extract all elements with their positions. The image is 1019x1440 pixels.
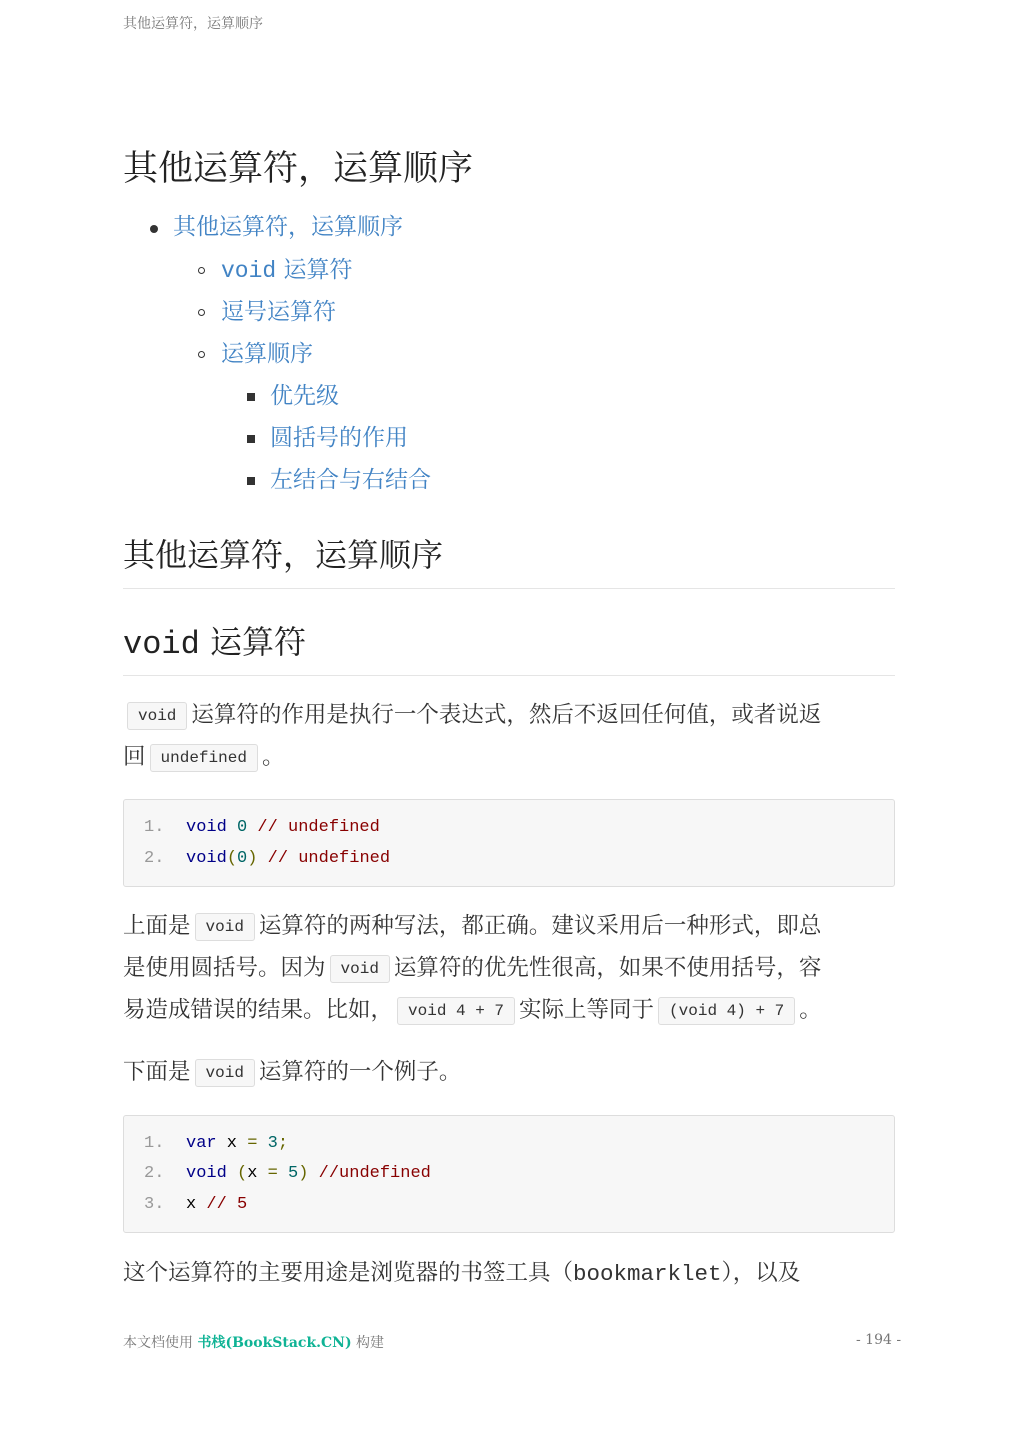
bullet-square-icon <box>247 435 255 443</box>
code-line: 1. var x = 3; <box>144 1134 289 1153</box>
void-heading-code: void <box>123 626 200 663</box>
section-heading: 其他运算符，运算顺序 <box>123 536 444 574</box>
inline-code: void <box>195 1059 255 1087</box>
toc-link-void-text: 运算符 <box>276 257 353 283</box>
toc-link-void-code: void <box>221 258 277 284</box>
paragraph-text: 运算符的作用是执行一个表达式，然后不返回任何值，或者说返 <box>191 702 822 728</box>
heading-divider <box>123 675 895 676</box>
bullet-disc-icon <box>150 225 158 233</box>
toc-link-void[interactable] <box>221 253 353 287</box>
bullet-square-icon <box>247 393 255 401</box>
bookstack-link[interactable]: 书栈(BookStack.CN) <box>197 1335 352 1351</box>
heading-divider <box>123 588 895 589</box>
code-block <box>123 799 895 887</box>
bullet-square-icon <box>247 477 255 485</box>
inline-code: void <box>330 955 390 983</box>
void-heading-text: 运算符 <box>199 623 306 661</box>
paragraph-text: 。 <box>261 744 285 770</box>
code-line: 2. void (x = 5) //undefined <box>144 1164 431 1183</box>
paragraph-example-intro: 下面是 void 运算符的一个例子。 <box>123 1059 462 1085</box>
code-block <box>123 1115 895 1233</box>
toc-link-comma[interactable]: 逗号运算符 <box>221 299 336 325</box>
bullet-circle-icon <box>198 309 205 316</box>
code-line: 3. x // 5 <box>144 1195 248 1214</box>
running-header: 其他运算符，运算顺序 <box>123 16 263 32</box>
footer-credit: 本文档使用 书栈(BookStack.CN) 构建 <box>123 1335 385 1351</box>
inline-code: void <box>195 913 255 941</box>
toc-link-precedence[interactable]: 优先级 <box>270 383 339 409</box>
inline-code: void 4 + 7 <box>397 997 515 1025</box>
inline-code: (void 4) + 7 <box>658 997 795 1025</box>
toc-link-parentheses[interactable]: 圆括号的作用 <box>270 425 408 451</box>
toc-link-other-operators[interactable]: 其他运算符，运算顺序 <box>173 214 403 240</box>
page-number: - 194 - <box>856 1332 902 1348</box>
paragraph-void-usage: 上面是 void 运算符的两种写法，都正确。建议采用后一种形式，即总 是使用圆括号。因为 void 运算符的优先性很高，如果不使用括号，容 易造成错误的结果。比如， void 4 + 7 实际上等同于 (void 4) + 7 。 <box>123 913 822 1023</box>
paragraph-void-intro <box>123 694 895 778</box>
inline-code: undefined <box>150 744 258 772</box>
code-line: 2. void(0) // undefined <box>144 849 391 868</box>
void-heading <box>123 617 306 663</box>
paragraph-bookmarklet: 这个运算符的主要用途是浏览器的书签工具（bookmarklet），以及 <box>123 1260 801 1287</box>
code-line: 1. void 0 // undefined <box>144 818 380 837</box>
paragraph-text: 回 <box>123 744 146 770</box>
bullet-circle-icon <box>198 267 205 274</box>
page-title: 其他运算符，运算顺序 <box>123 149 474 189</box>
toc-link-order[interactable]: 运算顺序 <box>221 341 313 367</box>
toc-link-associativity[interactable]: 左结合与右结合 <box>270 467 431 493</box>
bullet-circle-icon <box>198 351 205 358</box>
inline-code: void <box>127 702 187 730</box>
